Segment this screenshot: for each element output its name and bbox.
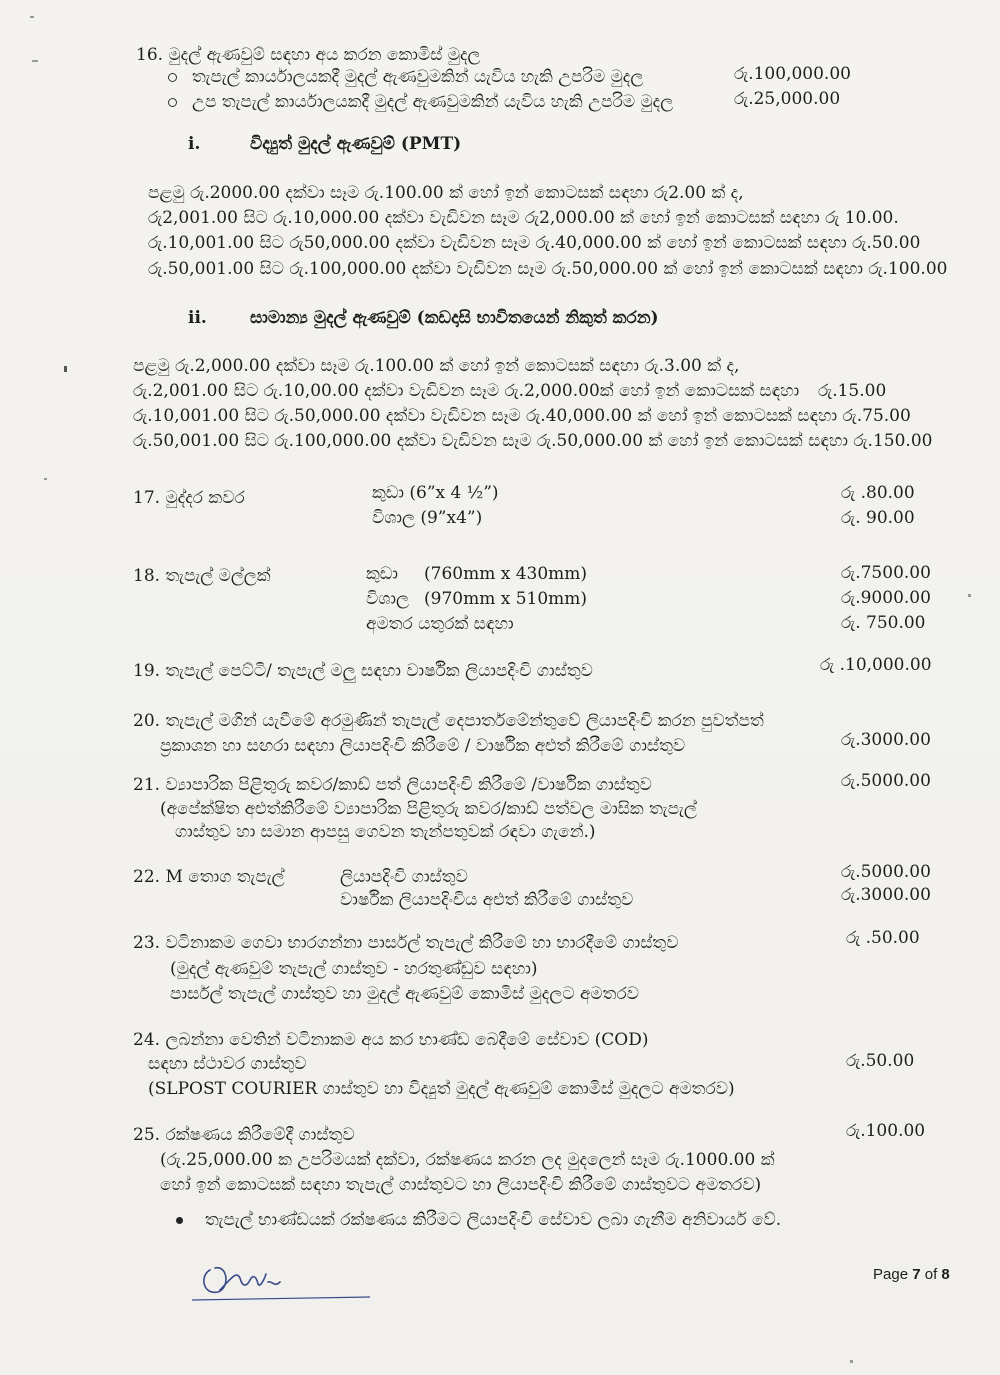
item-18-dims-2: (970mm x 510mm) (424, 589, 588, 609)
general-line-1: පළමු රු.2,000.00 දක්වා සෑම රු.100.00 ක් හෝ ඉන් කොටසක් සඳහා රු.3.00 ක් ද, (133, 356, 740, 376)
item-25-note: තැපැල් භාණ්ඩයක් රක්ෂණය කිරීමට ලියාපදිංචි සේවාව ලබා ගැනීම අනිවාර්ය වේ. (205, 1210, 782, 1230)
item-25-line-2: (රු.25,000.00 ක උපරිමයක් දක්වා, රක්ෂණය කරන ලද මුදලෙන් සෑම රු.1000.00 ක් (160, 1150, 775, 1170)
item-18-amount-3: රු. 750.00 (841, 613, 926, 633)
item-18-amount-2: රු.9000.00 (841, 588, 931, 608)
general-line-2-amount: රු.15.00 (818, 381, 887, 401)
item-22-amount-1: රු.5000.00 (841, 862, 931, 882)
scan-speck (64, 366, 67, 372)
item-17-amount-1: රු .80.00 (841, 483, 915, 503)
item-17-label: 17. මුද්දර කවර (133, 488, 245, 508)
item-17-row-1: කුඩා (6”x 4 ½”) (372, 483, 499, 503)
section-16-amount-2: රු.25,000.00 (734, 89, 841, 109)
bullet-marker (168, 73, 177, 82)
item-23-amount: රු .50.00 (846, 928, 920, 948)
item-21-line-1: 21. ව්‍යාපාරික පිළිතුරු කවර/කාඩ් පත් ලියාපදිංචි කිරීමේ /වාර්ෂික ගාස්තුව (133, 775, 652, 795)
item-25-amount: රු.100.00 (846, 1121, 926, 1141)
page-number (873, 1266, 950, 1283)
item-18-size-3: අමතර යතුරක් සඳහා (366, 614, 514, 634)
general-line-3: රු.10,001.00 සිට රු.50,000.00 දක්වා වැඩිවන සෑම රු.40,000.00 ක් හෝ ඉන් කොටසක් සඳහා රු.75.00 (133, 406, 911, 426)
pmt-numeral: i. (188, 134, 201, 154)
item-25-line-1: 25. රක්ෂණය කිරීමේදී ගාස්තුව (133, 1125, 355, 1145)
scan-speck (968, 594, 971, 597)
pmt-line-4: රු.50,001.00 සිට රු.100,000.00 දක්වා වැඩිවන සෑම රු.50,000.00 ක් හෝ ඉන් කොටසක් සඳහා රු.100.00 (148, 259, 948, 279)
item-22-label: 22. M තොග තැපැල් (133, 867, 285, 887)
bullet-marker (168, 98, 177, 107)
pmt-heading: විද්‍යුත් මුදල් ඇණවුම් (PMT) (250, 134, 462, 154)
page-label: Page (873, 1266, 909, 1283)
item-18-label: 18. තැපැල් මල්ලක් (133, 566, 271, 586)
item-19-amount: රු .10,000.00 (820, 655, 932, 675)
section-16-amount-1: රු.100,000.00 (734, 64, 851, 84)
item-17-row-2: විශාල (9”x4”) (372, 508, 483, 528)
item-22-amount-2: රු.3000.00 (841, 885, 931, 905)
pmt-line-3: රු.10,001.00 සිට රු50,000.00 දක්වා වැඩිවන සෑම රු.40,000.00 ක් හෝ ඉන් කොටසක් සඳහා රු.50.00 (148, 233, 921, 253)
item-24-amount: රු.50.00 (846, 1051, 915, 1071)
item-18-size-2: විශාල (366, 589, 409, 609)
page-of-label: of (924, 1266, 938, 1283)
item-18-dims-1: (760mm x 430mm) (424, 564, 588, 584)
item-22-row-2: වාර්ෂික ලියාපදිංචිය අළුත් කිරීමේ ගාස්තුව (340, 890, 634, 910)
item-25-line-3: හෝ ඉන් කොටසක් සඳහා තැපැල් ගාස්තුවට හා ලියාපදිංචි කිරීමේ ගාස්තුවට අමතරව) (160, 1175, 762, 1195)
scan-speck (30, 16, 34, 18)
item-23-line-3: පාර්සල් තැපැල් ගාස්තුව හා මුදල් ඇණවුම් කොමිස් මුදලට අමතරව (170, 984, 639, 1004)
scan-speck (850, 1360, 853, 1363)
item-20-line-1: 20. තැපැල් මගින් යැවීමේ අරමුණින් තැපැල් දෙපාර්තමේන්තුවේ ලියාපදිංචි කරන පුවත්පත් (133, 711, 764, 731)
item-17-amount-2: රු. 90.00 (841, 508, 915, 528)
item-20-line-2: ප්‍රකාශන හා සඟරා සඳහා ලියාපදිංචි කිරීමේ / වාර්ෂික අළුත් කිරීමේ ගාස්තුව (160, 736, 686, 756)
item-21-line-3: ගාස්තුව හා සමාන ආපසු ගෙවන තැන්පතුවක් රඳවා ගැනේ.) (175, 822, 596, 842)
item-24-line-2: සඳහා ස්ථාවර ගාස්තුව (148, 1054, 307, 1074)
item-18-amount-1: රු.7500.00 (841, 563, 931, 583)
general-line-4: රු.50,001.00 සිට රු.100,000.00 දක්වා වැඩිවන සෑම රු.50,000.00 ක් හෝ ඉන් කොටසක් සඳහා රු.150.00 (133, 431, 933, 451)
item-22-row-1: ලියාපදිංචි ගාස්තුව (340, 867, 468, 887)
item-19-text: 19. තැපැල් පෙට්ටි/ තැපැල් මලු සඳහා වාර්ෂික ලියාපදිංචි ගාස්තුව (133, 661, 593, 681)
pmt-line-2: රු2,001.00 සිට රු.10,000.00 දක්වා වැඩිවන සෑම රු2,000.00 ක් හෝ ඉන් කොටසක් සඳහා රු 10.00. (148, 208, 899, 228)
page-current: 7 (912, 1266, 921, 1283)
scan-speck (44, 478, 47, 480)
pmt-line-1: පළමු රු.2000.00 දක්වා සෑම රු.100.00 ක් හෝ ඉන් කොටසක් සඳහා රු2.00 ක් ද, (148, 183, 744, 203)
item-24-line-1: 24. ලබන්නා වෙතින් වටිනාකම අය කර භාණ්ඩ බෙදීමේ සේවාව (COD) (133, 1030, 649, 1050)
item-23-line-2: (මුදල් ඇණවුම් තැපැල් ගාස්තුව - හරතුණ්ඩුව සඳහා) (170, 959, 538, 979)
scan-speck (32, 60, 38, 62)
item-20-amount: රු.3000.00 (841, 730, 931, 750)
item-24-line-3: (SLPOST COURIER ගාස්තුව හා විද්‍යුත් මුදල් ඇණවුම් කොමිස් මුදලට අමතරව) (148, 1079, 735, 1099)
general-numeral: ii. (188, 308, 207, 328)
item-18-size-1: කුඩා (366, 564, 398, 584)
item-23-line-1: 23. වටිනාකම ගෙවා භාරගන්නා පාර්සල් තැපැල් කිරීමේ හා භාරදීමේ ගාස්තුව (133, 933, 679, 953)
general-heading: සාමාන්‍ය මුදල් ඇණවුම් (කඩදාසි භාවිතයෙන් නිකුත් කරන) (250, 308, 659, 328)
page-total: 8 (941, 1266, 950, 1283)
section-16-title: 16. මුදල් ඇණවුම් සඳහා අය කරන කොමිස් මුදල (136, 45, 481, 65)
signature (190, 1250, 375, 1310)
section-16-bullet-1: තැපැල් කාර්යාලයකදී මුදල් ඇණවුමකින් යැවිය හැකි උපරිම මුදල (192, 67, 644, 87)
item-21-amount: රු.5000.00 (841, 771, 931, 791)
general-line-2: රු.2,001.00 සිට රු.10,00.00 දක්වා වැඩිවන සෑම රු.2,000.00ක් හෝ ඉන් කොටසක් සඳහා (133, 381, 800, 401)
section-16-bullet-2: උප තැපැල් කාර්යාලයකදී මුදල් ඇණවුමකින් යැවිය හැකි උපරිම මුදල (192, 92, 674, 112)
item-21-line-2: (අපේක්ෂිත අළුත්කිරීමේ ව්‍යාපාරික පිළිතුරු කවර/කාඩ් පත්වල මාසික තැපැල් (160, 799, 697, 819)
bullet-dot (176, 1217, 183, 1224)
